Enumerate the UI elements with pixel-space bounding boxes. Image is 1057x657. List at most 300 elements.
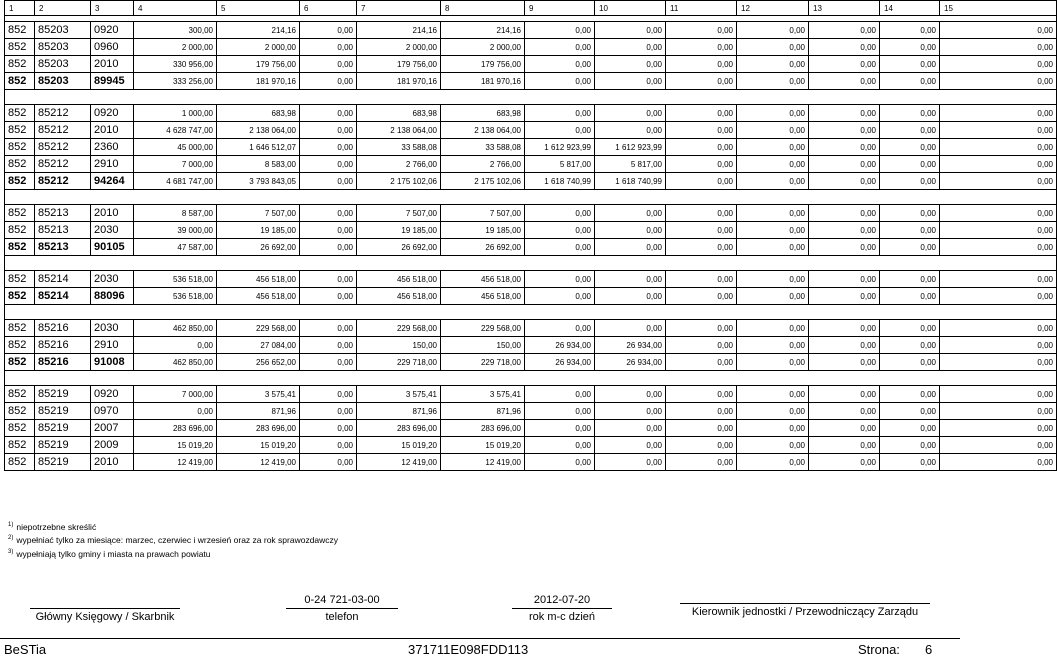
table-summary-row	[5, 354, 1057, 371]
table-cell: 0,00	[300, 337, 357, 354]
table-cell: 85212	[35, 122, 91, 139]
table-cell: 0,00	[595, 205, 666, 222]
table-cell: 0,00	[666, 337, 737, 354]
table-cell: 0,00	[880, 288, 940, 305]
table-cell: 0,00	[809, 139, 880, 156]
table-cell: 0,00	[940, 122, 1057, 139]
table-cell: 852	[5, 173, 35, 190]
table-cell: 0,00	[525, 320, 595, 337]
table-cell: 0,00	[666, 386, 737, 403]
table-cell: 0,00	[809, 454, 880, 471]
table-row	[5, 403, 1057, 420]
column-number: 2	[35, 1, 91, 16]
table-cell: 0,00	[737, 22, 809, 39]
table-row	[5, 156, 1057, 173]
table-cell: 1 646 512,07	[217, 139, 300, 156]
table-cell: 0,00	[525, 122, 595, 139]
table-cell: 852	[5, 337, 35, 354]
table-cell: 852	[5, 139, 35, 156]
table-row	[5, 56, 1057, 73]
table-cell: 0,00	[525, 420, 595, 437]
table-cell: 0,00	[737, 205, 809, 222]
table-cell: 2010	[91, 205, 134, 222]
table-cell: 7 507,00	[217, 205, 300, 222]
table-cell: 0,00	[940, 105, 1057, 122]
phone-signature	[286, 594, 398, 623]
column-number: 5	[217, 1, 300, 16]
table-cell: 2 138 064,00	[357, 122, 441, 139]
table-cell: 0,00	[880, 22, 940, 39]
table-cell: 0,00	[525, 39, 595, 56]
table-cell: 85219	[35, 420, 91, 437]
footnotes	[8, 520, 338, 560]
table-cell: 94264	[91, 173, 134, 190]
footnote: $^{2)}$ wypełniać tylko za miesiące: marzec, czerwiec i wrzesień oraz za rok sprawozdawczy	[8, 535, 339, 546]
table-cell: 2007	[91, 420, 134, 437]
table-cell: 0,00	[666, 39, 737, 56]
table-cell: 536 518,00	[134, 271, 217, 288]
accountant-label: Główny Księgowy / Skarbnik	[30, 608, 180, 623]
table-cell: 0,00	[809, 222, 880, 239]
table-cell: 0,00	[666, 56, 737, 73]
table-cell: 0,00	[809, 205, 880, 222]
table-cell: 852	[5, 437, 35, 454]
table-cell: 0,00	[940, 205, 1057, 222]
table-cell: 0,00	[737, 420, 809, 437]
table-cell: 0,00	[809, 403, 880, 420]
table-cell: 0,00	[880, 73, 940, 90]
column-number: 11	[666, 1, 737, 16]
table-cell: 0920	[91, 105, 134, 122]
table-cell: 0,00	[940, 39, 1057, 56]
table-cell: 7 507,00	[441, 205, 525, 222]
table-cell: 0,00	[525, 403, 595, 420]
table-cell: 1 612 923,99	[525, 139, 595, 156]
table-cell: 2009	[91, 437, 134, 454]
table-cell: 2 000,00	[357, 39, 441, 56]
table-cell: 0,00	[940, 354, 1057, 371]
table-cell: 27 084,00	[217, 337, 300, 354]
table-cell: 0,00	[300, 22, 357, 39]
table-cell: 0,00	[666, 239, 737, 256]
table-cell: 15 019,20	[441, 437, 525, 454]
table-cell: 3 793 843,05	[217, 173, 300, 190]
table-cell: 2910	[91, 337, 134, 354]
table-cell: 4 628 747,00	[134, 122, 217, 139]
table-cell: 0,00	[525, 205, 595, 222]
table-cell: 85219	[35, 386, 91, 403]
table-cell: 852	[5, 403, 35, 420]
table-cell: 0,00	[737, 73, 809, 90]
table-cell: 2 000,00	[217, 39, 300, 56]
table-cell: 0,00	[595, 222, 666, 239]
table-cell: 0,00	[940, 454, 1057, 471]
table-cell: 0,00	[595, 22, 666, 39]
table-cell: 0,00	[880, 420, 940, 437]
table-cell: 0,00	[525, 22, 595, 39]
table-cell: 0,00	[525, 73, 595, 90]
table-row	[5, 337, 1057, 354]
table-cell: 0,00	[809, 437, 880, 454]
table-cell: 39 000,00	[134, 222, 217, 239]
table-cell: 2 766,00	[441, 156, 525, 173]
table-cell: 0,00	[737, 337, 809, 354]
table-cell: 0,00	[300, 139, 357, 156]
table-cell: 0,00	[880, 437, 940, 454]
table-cell: 0,00	[134, 403, 217, 420]
table-cell: 852	[5, 222, 35, 239]
accountant-signature	[30, 594, 180, 623]
column-number: 15	[940, 1, 1057, 16]
table-cell: 0,00	[525, 454, 595, 471]
footnote: $^{1)}$ niepotrzebne skreślić	[8, 521, 97, 532]
table-cell: 0,00	[525, 288, 595, 305]
table-cell: 0,00	[737, 239, 809, 256]
table-cell: 15 019,20	[357, 437, 441, 454]
table-cell: 2 175 102,06	[441, 173, 525, 190]
table-cell: 89945	[91, 73, 134, 90]
phone-label: telefon	[286, 608, 398, 623]
table-cell: 3 575,41	[217, 386, 300, 403]
table-cell: 0,00	[809, 56, 880, 73]
table-cell: 47 587,00	[134, 239, 217, 256]
table-cell: 0,00	[940, 22, 1057, 39]
group-separator	[5, 256, 1057, 271]
table-cell: 19 185,00	[217, 222, 300, 239]
table-cell: 0,00	[940, 437, 1057, 454]
table-cell: 0,00	[300, 403, 357, 420]
table-cell: 0,00	[880, 173, 940, 190]
table-cell: 7 000,00	[134, 156, 217, 173]
table-cell: 456 518,00	[441, 271, 525, 288]
table-cell: 214,16	[441, 22, 525, 39]
table-cell: 12 419,00	[217, 454, 300, 471]
table-cell: 1 000,00	[134, 105, 217, 122]
table-cell: 85216	[35, 337, 91, 354]
table-cell: 0,00	[666, 222, 737, 239]
table-cell: 0,00	[595, 239, 666, 256]
table-cell: 2360	[91, 139, 134, 156]
column-number: 1	[5, 1, 35, 16]
table-cell: 0,00	[940, 73, 1057, 90]
table-cell: 0,00	[737, 122, 809, 139]
table-cell: 0,00	[300, 354, 357, 371]
table-row	[5, 22, 1057, 39]
table-cell: 2 138 064,00	[217, 122, 300, 139]
table-cell: 0,00	[595, 122, 666, 139]
table-cell: 852	[5, 39, 35, 56]
table-cell: 283 696,00	[134, 420, 217, 437]
table-cell: 0,00	[809, 22, 880, 39]
table-cell: 229 568,00	[217, 320, 300, 337]
table-cell: 456 518,00	[357, 288, 441, 305]
table-cell: 0,00	[300, 437, 357, 454]
table-cell: 456 518,00	[217, 288, 300, 305]
table-cell: 0,00	[809, 156, 880, 173]
table-cell: 0,00	[525, 56, 595, 73]
table-cell: 2 000,00	[441, 39, 525, 56]
table-cell: 88096	[91, 288, 134, 305]
table-cell: 0,00	[300, 239, 357, 256]
table-cell: 0,00	[940, 239, 1057, 256]
group-separator	[5, 371, 1057, 386]
table-cell: 85213	[35, 239, 91, 256]
table-cell: 0,00	[940, 139, 1057, 156]
table-cell: 0,00	[737, 454, 809, 471]
table-cell: 0,00	[666, 105, 737, 122]
table-cell: 0,00	[737, 156, 809, 173]
table-cell: 871,96	[217, 403, 300, 420]
table-cell: 0,00	[666, 320, 737, 337]
table-cell: 0,00	[300, 122, 357, 139]
table-cell: 0,00	[880, 156, 940, 173]
table-cell: 85214	[35, 288, 91, 305]
table-cell: 283 696,00	[357, 420, 441, 437]
table-row	[5, 437, 1057, 454]
table-cell: 7 507,00	[357, 205, 441, 222]
table-cell: 8 587,00	[134, 205, 217, 222]
table-cell: 0,00	[737, 320, 809, 337]
table-cell: 0,00	[809, 271, 880, 288]
table-cell: 0,00	[880, 122, 940, 139]
table-cell: 2030	[91, 320, 134, 337]
table-cell: 0,00	[525, 222, 595, 239]
document-checksum: 371711E098FDD113	[408, 642, 529, 657]
table-summary-row	[5, 173, 1057, 190]
table-cell: 2910	[91, 156, 134, 173]
table-cell: 852	[5, 73, 35, 90]
table-cell: 0,00	[595, 420, 666, 437]
table-cell: 0,00	[737, 271, 809, 288]
table-cell: 852	[5, 56, 35, 73]
group-separator	[5, 190, 1057, 205]
table-cell: 333 256,00	[134, 73, 217, 90]
table-cell: 85213	[35, 222, 91, 239]
table-cell: 0,00	[880, 386, 940, 403]
table-cell: 0,00	[940, 420, 1057, 437]
column-number: 6	[300, 1, 357, 16]
table-cell: 214,16	[217, 22, 300, 39]
table-cell: 0,00	[525, 239, 595, 256]
table-cell: 0,00	[737, 173, 809, 190]
table-cell: 683,98	[441, 105, 525, 122]
column-number: 12	[737, 1, 809, 16]
table-cell: 852	[5, 205, 35, 222]
table-cell: 85213	[35, 205, 91, 222]
table-cell: 214,16	[357, 22, 441, 39]
table-cell: 0,00	[880, 222, 940, 239]
column-number: 13	[809, 1, 880, 16]
table-cell: 0,00	[300, 73, 357, 90]
table-cell: 0,00	[525, 105, 595, 122]
table-cell: 2030	[91, 271, 134, 288]
table-cell: 45 000,00	[134, 139, 217, 156]
table-cell: 0,00	[737, 105, 809, 122]
table-cell: 0,00	[666, 437, 737, 454]
table-cell: 0,00	[595, 403, 666, 420]
table-cell: 5 817,00	[595, 156, 666, 173]
table-cell: 0,00	[595, 386, 666, 403]
table-cell: 536 518,00	[134, 288, 217, 305]
table-cell: 0,00	[525, 437, 595, 454]
table-cell: 0,00	[525, 386, 595, 403]
table-cell: 181 970,16	[357, 73, 441, 90]
table-cell: 0,00	[737, 139, 809, 156]
table-cell: 871,96	[357, 403, 441, 420]
table-cell: 150,00	[357, 337, 441, 354]
table-cell: 0,00	[300, 222, 357, 239]
table-cell: 2010	[91, 454, 134, 471]
table-cell: 0,00	[880, 403, 940, 420]
table-cell: 0,00	[300, 156, 357, 173]
table-cell: 0,00	[940, 320, 1057, 337]
head-label: Kierownik jednostki / Przewodniczący Zarządu	[680, 603, 930, 618]
table-cell: 0,00	[940, 56, 1057, 73]
table-cell: 462 850,00	[134, 354, 217, 371]
table-cell: 852	[5, 105, 35, 122]
table-cell: 0920	[91, 386, 134, 403]
table-cell: 91008	[91, 354, 134, 371]
table-cell: 0,00	[300, 288, 357, 305]
table-cell: 852	[5, 288, 35, 305]
table-cell: 85219	[35, 403, 91, 420]
table-cell: 330 956,00	[134, 56, 217, 73]
software-name: BeSTia	[4, 642, 47, 657]
table-cell: 229 718,00	[357, 354, 441, 371]
table-cell: 12 419,00	[441, 454, 525, 471]
table-cell: 90105	[91, 239, 134, 256]
page-footer	[0, 638, 960, 657]
table-row	[5, 271, 1057, 288]
table-cell: 26 692,00	[357, 239, 441, 256]
page-number: 6	[925, 642, 933, 657]
table-cell: 0,00	[737, 437, 809, 454]
table-cell: 26 692,00	[217, 239, 300, 256]
table-cell: 26 934,00	[595, 354, 666, 371]
table-cell: 852	[5, 420, 35, 437]
table-summary-row	[5, 288, 1057, 305]
table-cell: 2010	[91, 56, 134, 73]
table-cell: 0,00	[880, 320, 940, 337]
group-separator	[5, 90, 1057, 105]
table-cell: 1 612 923,99	[595, 139, 666, 156]
column-number: 3	[91, 1, 134, 16]
table-cell: 3 575,41	[441, 386, 525, 403]
table-cell: 0,00	[595, 320, 666, 337]
table-cell: 15 019,20	[217, 437, 300, 454]
table-cell: 0,00	[809, 354, 880, 371]
table-row	[5, 122, 1057, 139]
group-separator	[5, 305, 1057, 320]
table-cell: 229 568,00	[357, 320, 441, 337]
table-cell: 852	[5, 22, 35, 39]
footnote: $^{3)}$ wypełniają tylko gminy i miasta na prawach powiatu	[8, 548, 211, 559]
table-cell: 852	[5, 386, 35, 403]
column-number: 7	[357, 1, 441, 16]
table-cell: 852	[5, 271, 35, 288]
head-signature	[680, 589, 930, 618]
table-cell: 85203	[35, 39, 91, 56]
table-row	[5, 420, 1057, 437]
table-cell: 0,00	[880, 139, 940, 156]
table-cell: 0,00	[809, 386, 880, 403]
table-cell: 12 419,00	[134, 454, 217, 471]
phone-value: 0-24 721-03-00	[304, 594, 380, 606]
table-cell: 179 756,00	[441, 56, 525, 73]
table-cell: 85212	[35, 173, 91, 190]
table-cell: 85219	[35, 437, 91, 454]
table-cell: 0,00	[809, 337, 880, 354]
table-cell: 0,00	[595, 437, 666, 454]
table-cell: 0,00	[737, 288, 809, 305]
page-label: Strona:	[858, 642, 900, 657]
table-cell: 0,00	[940, 156, 1057, 173]
table-cell: 179 756,00	[357, 56, 441, 73]
table-cell: 12 419,00	[357, 454, 441, 471]
table-cell: 0,00	[880, 337, 940, 354]
table-cell: 0,00	[666, 73, 737, 90]
table-row	[5, 139, 1057, 156]
table-cell: 2 175 102,06	[357, 173, 441, 190]
table-cell: 852	[5, 239, 35, 256]
table-cell: 283 696,00	[217, 420, 300, 437]
table-cell: 85203	[35, 73, 91, 90]
table-cell: 85219	[35, 454, 91, 471]
table-cell: 852	[5, 122, 35, 139]
date-label: rok m-c dzień	[512, 608, 612, 623]
table-cell: 85214	[35, 271, 91, 288]
table-cell: 0,00	[595, 73, 666, 90]
column-number: 10	[595, 1, 666, 16]
table-summary-row	[5, 239, 1057, 256]
table-cell: 0920	[91, 22, 134, 39]
table-cell: 456 518,00	[357, 271, 441, 288]
table-cell: 852	[5, 354, 35, 371]
table-cell: 0,00	[300, 105, 357, 122]
table-row	[5, 222, 1057, 239]
table-cell: 0,00	[880, 39, 940, 56]
table-cell: 0,00	[880, 271, 940, 288]
table-cell: 0,00	[134, 337, 217, 354]
table-cell: 2 766,00	[357, 156, 441, 173]
table-row	[5, 386, 1057, 403]
table-cell: 0,00	[595, 288, 666, 305]
table-cell: 0,00	[737, 39, 809, 56]
table-row	[5, 105, 1057, 122]
table-cell: 0,00	[595, 39, 666, 56]
table-cell: 0960	[91, 39, 134, 56]
table-cell: 0,00	[300, 271, 357, 288]
table-cell: 1 618 740,99	[525, 173, 595, 190]
table-cell: 181 970,16	[217, 73, 300, 90]
table-cell: 0,00	[809, 173, 880, 190]
table-cell: 85216	[35, 354, 91, 371]
table-cell: 0,00	[940, 173, 1057, 190]
table-cell: 0,00	[300, 320, 357, 337]
table-cell: 0,00	[666, 173, 737, 190]
table-cell: 4 681 747,00	[134, 173, 217, 190]
table-cell: 19 185,00	[441, 222, 525, 239]
table-cell: 0,00	[940, 337, 1057, 354]
table-cell: 0,00	[809, 73, 880, 90]
table-cell: 456 518,00	[441, 288, 525, 305]
table-cell: 33 588,08	[441, 139, 525, 156]
table-cell: 179 756,00	[217, 56, 300, 73]
table-cell: 2 138 064,00	[441, 122, 525, 139]
table-cell: 0,00	[666, 22, 737, 39]
table-cell: 0,00	[595, 105, 666, 122]
table-cell: 1 618 740,99	[595, 173, 666, 190]
